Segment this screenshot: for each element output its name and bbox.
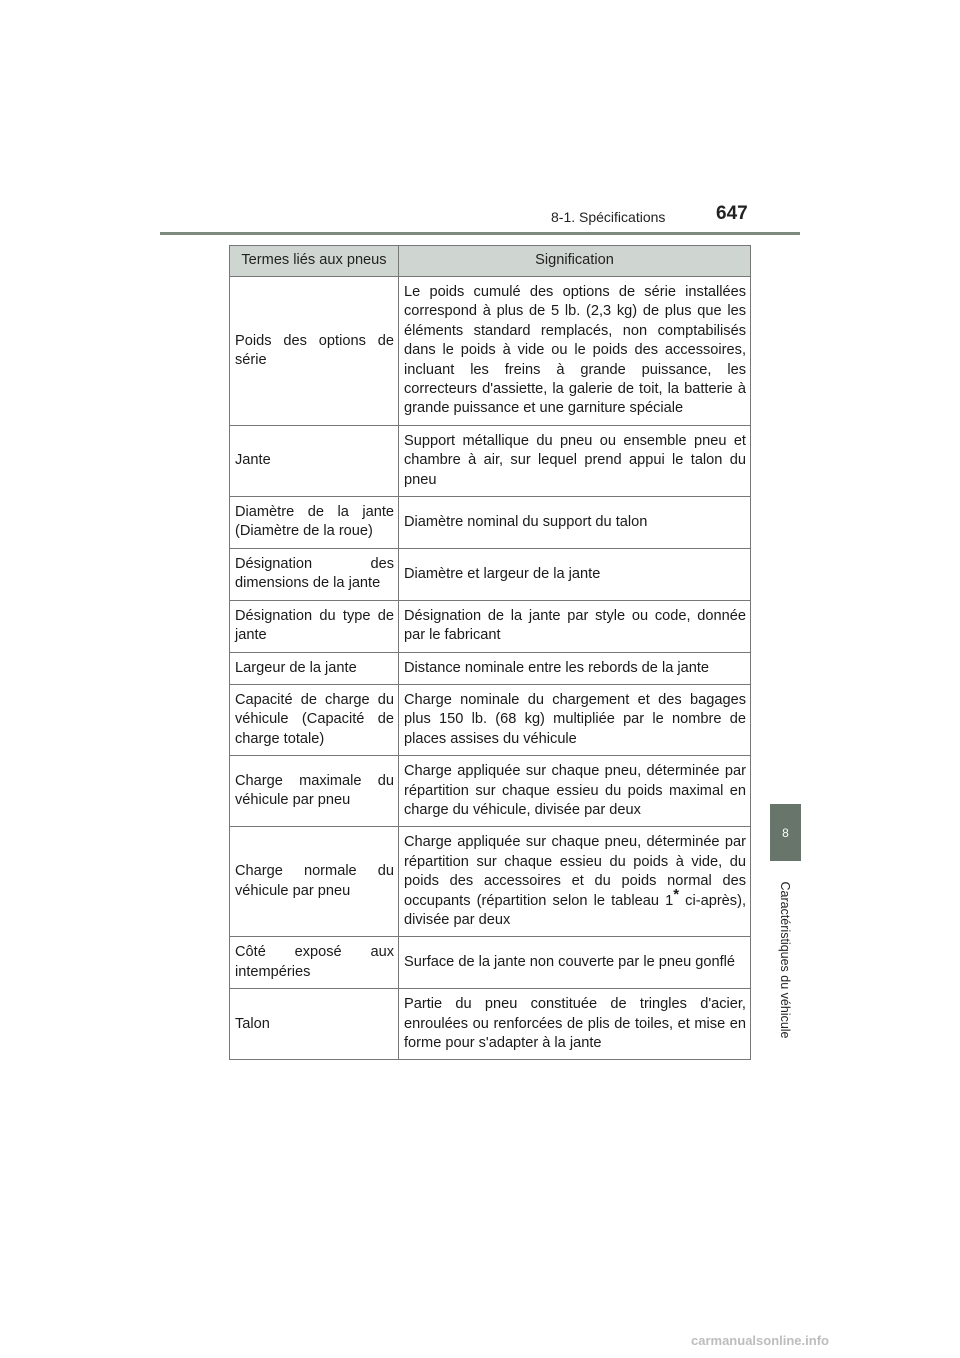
- table-row: [230, 756, 751, 827]
- term-cell: Diamètre de la jante (Diamètre de la roue): [230, 497, 399, 549]
- section-title: 8-1. Spécifications: [551, 209, 666, 225]
- term-cell: Charge normale du véhicule par pneu: [230, 827, 399, 937]
- meaning-cell: Distance nominale entre les rebords de la jante: [399, 652, 751, 684]
- term-cell: Poids des options de série: [230, 277, 399, 426]
- meaning-text: Charge appliquée sur chaque pneu, déterminée par répartition sur chaque essieu du poids à vide, du poids des accessoires et du poids normal des occupants (répartition selon le tableau 1: [404, 834, 746, 909]
- meaning-cell: Surface de la jante non couverte par le pneu gonflé: [399, 937, 751, 989]
- meaning-text-tail: ci-après), divisée par deux: [404, 892, 747, 928]
- meaning-cell: Diamètre et largeur de la jante: [399, 548, 751, 600]
- table-row: [230, 937, 751, 989]
- tire-terms-table: [229, 245, 751, 1060]
- meaning-cell: Le poids cumulé des options de série installées correspond à plus de 5 lb. (2,3 kg) de plus que les éléments standard remplacés, non comptabilisés dans le poids à vide ou le poids des accessoires, incluant les freins à grande puissance, les correcteurs d'assiette, la galerie de toit, la batterie à grande puissance et une garniture spéciale: [399, 277, 751, 426]
- chapter-tab: [770, 804, 801, 861]
- table-row: [230, 497, 751, 549]
- table-row: [230, 600, 751, 652]
- meaning-cell: Support métallique du pneu ou ensemble pneu et chambre à air, sur lequel prend appui le talon du pneu: [399, 425, 751, 496]
- term-cell: Largeur de la jante: [230, 652, 399, 684]
- meaning-cell: Partie du pneu constituée de tringles d'acier, enroulées ou renforcées de plis de toiles, et mise en forme pour s'adapter à la jante: [399, 989, 751, 1060]
- table-row: [230, 684, 751, 755]
- header-divider: [160, 232, 800, 235]
- page-number: 647: [716, 203, 748, 224]
- column-header-meaning: Signification: [399, 246, 751, 277]
- table-row: [230, 827, 751, 937]
- meaning-cell: Diamètre nominal du support du talon: [399, 497, 751, 549]
- table-header-row: [230, 246, 751, 277]
- term-cell: Désignation des dimensions de la jante: [230, 548, 399, 600]
- term-cell: Charge maximale du véhicule par pneu: [230, 756, 399, 827]
- term-cell: Jante: [230, 425, 399, 496]
- chapter-number: 8: [782, 825, 789, 840]
- table-row: [230, 989, 751, 1060]
- meaning-cell: [399, 827, 751, 937]
- meaning-cell: Charge nominale du chargement et des bagages plus 150 lb. (68 kg) multipliée par le nombre de places assises du véhicule: [399, 684, 751, 755]
- chapter-title: Caractéristiques du véhicule: [778, 881, 792, 1039]
- table-row: [230, 652, 751, 684]
- watermark: carmanualsonline.info: [691, 1333, 829, 1348]
- meaning-cell: Charge appliquée sur chaque pneu, déterminée par répartition sur chaque essieu du poids maximal en charge du véhicule, divisée par deux: [399, 756, 751, 827]
- term-cell: Désignation du type de jante: [230, 600, 399, 652]
- footnote-asterisk: *: [673, 885, 680, 903]
- column-header-terms: Termes liés aux pneus: [230, 246, 399, 277]
- term-cell: Côté exposé aux intempéries: [230, 937, 399, 989]
- table-row: [230, 548, 751, 600]
- table-row: [230, 425, 751, 496]
- table-row: [230, 277, 751, 426]
- term-cell: Capacité de charge du véhicule (Capacité de charge totale): [230, 684, 399, 755]
- meaning-cell: Désignation de la jante par style ou code, donnée par le fabricant: [399, 600, 751, 652]
- term-cell: Talon: [230, 989, 399, 1060]
